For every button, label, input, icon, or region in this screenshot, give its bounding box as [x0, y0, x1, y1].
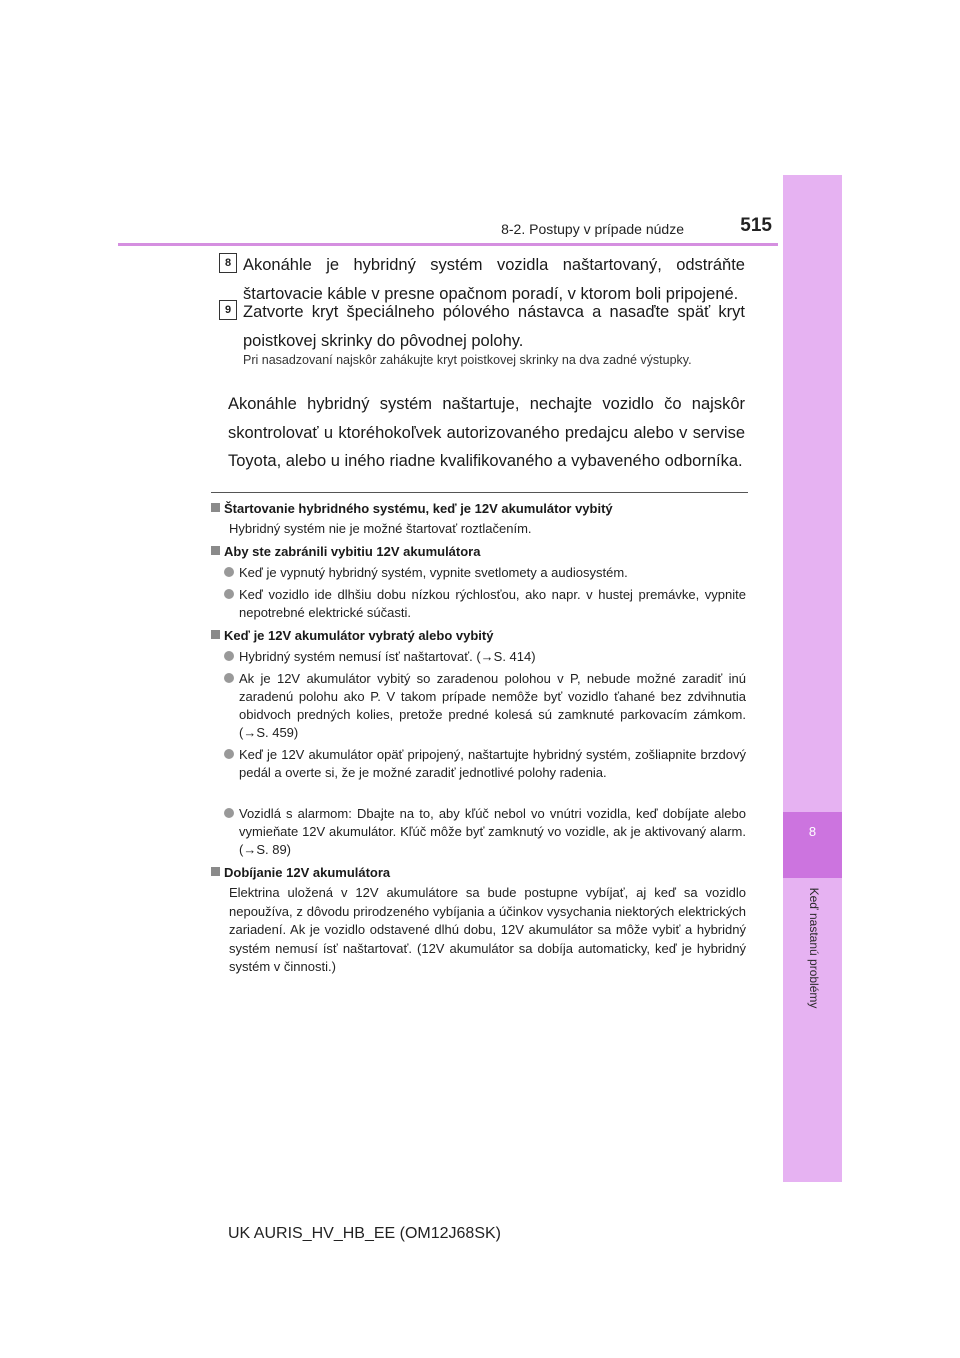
step-text: Zatvorte kryt špeciálneho pólového nástavca a nasaďte späť kryt poistkovej skrinky do pôvodnej polohy. — [243, 303, 745, 350]
page-number: 515 — [740, 215, 772, 236]
note-heading: Keď je 12V akumulátor vybratý alebo vybitý — [211, 627, 751, 645]
square-bullet-icon — [211, 546, 220, 555]
circle-bullet-icon — [224, 564, 238, 578]
step-text: Akonáhle je hybridný systém vozidla naštartovaný, odstráňte štartovacie káble v presne opačnom poradí, v ktorom boli pripojené. — [243, 256, 745, 303]
chapter-number: 8 — [808, 824, 817, 839]
bullet-text: Ak je 12V akumulátor vybitý so zaradenou polohou v P, nebude možné zaradiť inú zaradenú polohu ako P. V takom prípade nemôže byť vozidlo ťahané bez zdvihnutia obidvoch predných kolies, pretože predné kolesá sú zamknuté parkovacím zámkom. (→S. 459) — [239, 671, 746, 740]
circle-bullet-icon — [224, 670, 238, 684]
header-rule — [118, 243, 778, 246]
chapter-title: Keď nastanú problémy — [807, 887, 821, 1009]
square-bullet-icon — [211, 503, 220, 512]
note-heading: Štartovanie hybridného systému, keď je 12V akumulátor vybitý — [211, 500, 751, 518]
bullet-text: Hybridný systém nemusí ísť naštartovať. (→S. 414) — [239, 649, 536, 664]
step-note: Pri nasadzovaní najskôr zahákujte kryt poistkovej skrinky na dva zadné výstupky. — [243, 353, 692, 367]
body-paragraph: Akonáhle hybridný systém naštartuje, nechajte vozidlo čo najskôr skontrolovať u ktoréhokoľvek autorizovaného predajcu alebo v servise Toyota, alebo u iného riadne kvalifikovaného a vybaveného odborníka. — [228, 395, 745, 470]
section-title: 8-2. Postupy v prípade núdze — [501, 221, 684, 237]
step-badge: 8 — [219, 253, 237, 273]
circle-bullet-icon — [224, 586, 238, 600]
circle-bullet-icon — [224, 805, 238, 819]
square-bullet-icon — [211, 630, 220, 639]
bullet-text: Vozidlá s alarmom: Dbajte na to, aby kľúč nebol vo vnútri vozidla, keď dobíjate alebo vymieňate 12V akumulátor. Kľúč môže byť zamknutý vo vozidle, ak je aktivovaný alarm. (→S. 89) — [239, 806, 746, 857]
bullet-text: Keď vozidlo ide dlhšiu dobu nízkou rýchlosťou, ako napr. v hustej premávke, vypnite nepotrebné elektrické súčasti. — [239, 587, 746, 620]
bullet-text: Keď je 12V akumulátor opäť pripojený, naštartujte hybridný systém, zošliapnite brzdový pedál a overte si, že je možné zaradiť jednotlivé polohy radenia. — [239, 747, 746, 780]
circle-bullet-icon — [224, 746, 238, 760]
note-body: Elektrina uložená v 12V akumulátore sa bude postupne vybíjať, aj keď sa vozidlo nepoužíva, z dôvodu prirodzeného vybíjania a účinkov vysychania niektorých elektrických zariadení. Ak je vozidlo odstavené dlhú dobu, 12V akumulátor sa môže vybiť a hybridný systém nemusí ísť naštartovať. (12V akumulátor sa dobíja automaticky, keď je hybridný systém v činnosti.) — [229, 885, 746, 974]
note-heading: Dobíjanie 12V akumulátora — [211, 864, 751, 882]
note-body: Hybridný systém nie je možné štartovať roztlačením. — [229, 521, 532, 536]
square-bullet-icon — [211, 867, 220, 876]
step-badge: 9 — [219, 300, 237, 320]
bullet-text: Keď je vypnutý hybridný systém, vypnite svetlomety a audiosystém. — [239, 565, 628, 580]
section-divider — [211, 492, 748, 493]
document-code: UK AURIS_HV_HB_EE (OM12J68SK) — [228, 1225, 501, 1242]
note-heading: Aby ste zabránili vybitiu 12V akumulátora — [211, 543, 751, 561]
circle-bullet-icon — [224, 648, 238, 662]
